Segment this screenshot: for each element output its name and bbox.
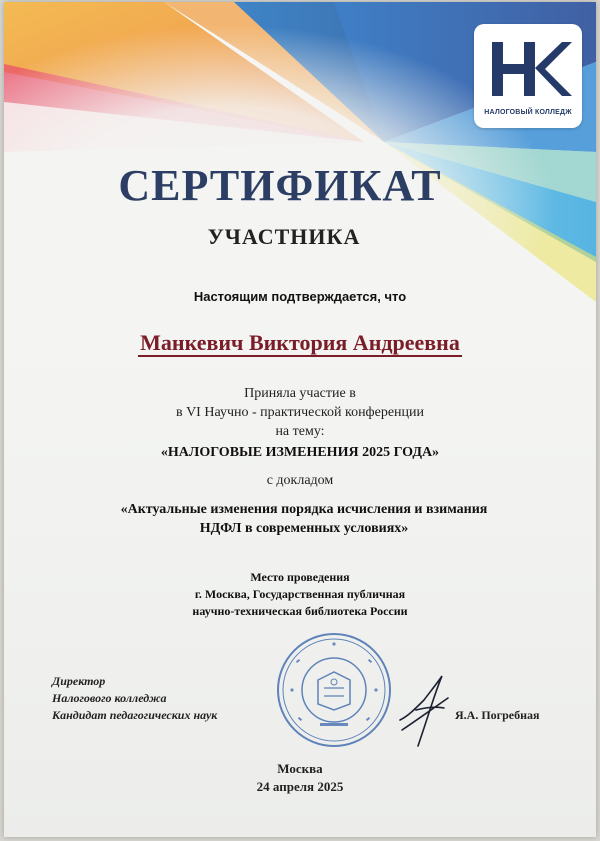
college-logo [474,24,582,128]
logo-caption: НАЛОГОВЫЙ КОЛЛЕДЖ [484,109,572,116]
venue-block [4,569,596,620]
recipient-name-text: Манкевич Виктория Андреевна [140,330,460,355]
certificate-page [4,2,596,837]
certificate-title: СЕРТИФИКАТ [118,161,442,210]
participation-text: Приняла участие в [244,386,356,401]
report-title-line-2: НДФЛ в современных условиях» [199,521,409,536]
conference-topic: «НАЛОГОВЫЕ ИЗМЕНЕНИЯ 2025 ГОДА» [160,445,440,460]
venue-line-2: научно-техническая библиотека России [192,604,408,618]
confirmation-text: Настоящим подтверждается, что [193,289,407,304]
director-degree: Кандидат педагогических наук [52,708,218,722]
signer-name: Я.А. Погребная [455,708,540,722]
report-title [66,500,542,538]
recipient-name [4,330,596,356]
issue-block [4,760,596,796]
conference-text: в VI Научно - практической конференции [175,405,425,420]
nk-logo-mark-icon [486,38,572,100]
topic-intro: на тему: [275,424,325,439]
report-title-line-1: «Актуальные изменения порядка исчисления и взимания [120,502,488,517]
certificate-subtitle: УЧАСТНИКА [207,224,361,249]
issue-city: Москва [277,761,323,776]
signature-icon [394,670,454,750]
issue-date: 24 апреля 2025 [256,779,344,794]
director-organization: Налогового колледжа [52,691,167,705]
director-role: Директор [52,674,106,688]
venue-label: Место проведения [250,570,350,584]
report-intro: с докладом [266,473,334,488]
venue-line-1: г. Москва, Государственная публичная [194,587,406,601]
college-stamp-icon [274,630,394,750]
director-block [52,673,217,724]
